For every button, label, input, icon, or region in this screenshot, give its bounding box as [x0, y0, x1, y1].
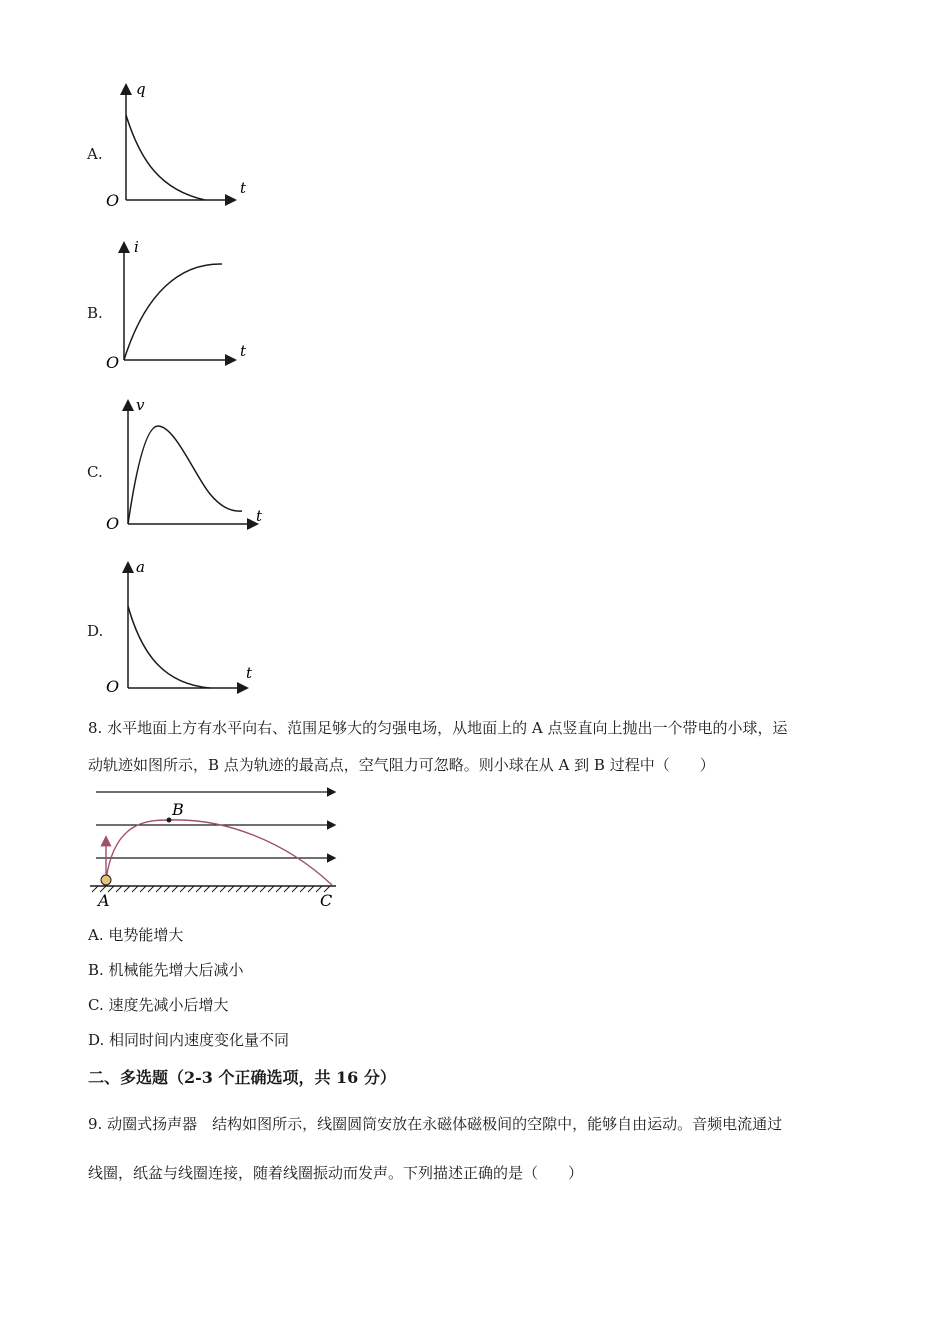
q8-option-c[interactable]: C. 速度先减小后增大 [88, 996, 229, 1014]
option-a-label[interactable]: A. [87, 145, 103, 163]
graph-c-v-t [100, 396, 270, 536]
q8-option-b[interactable]: B. 机械能先增大后减小 [88, 961, 244, 979]
section-2-title: 二、多选题（2-3 个正确选项，共 16 分） [88, 1068, 396, 1087]
graph-b-origin: O [106, 353, 120, 372]
point-b-dot [167, 818, 172, 823]
graph-a-x-label: t [240, 179, 247, 197]
trajectory-curve [106, 820, 332, 885]
graph-d-y-label: a [136, 558, 145, 576]
q8-stem-line2: 动轨迹如图所示，B 点为轨迹的最高点，空气阻力可忽略。则小球在从 A 到 B 过程中（ ） [88, 756, 715, 774]
graph-c-y-label: v [136, 396, 145, 414]
graph-c-x-label: t [256, 507, 263, 525]
graph-d-x-label: t [246, 664, 253, 682]
option-c-label[interactable]: C. [87, 463, 103, 481]
label-c: C [320, 891, 333, 910]
label-b: B [172, 800, 184, 819]
q8-stem-line1: 8. 水平地面上方有水平向右、范围足够大的匀强电场，从地面上的 A 点竖直向上抛出一个带电的小球，运 [88, 719, 788, 737]
q8-option-a[interactable]: A. 电势能增大 [88, 926, 184, 944]
q9-stem-line1: 9. 动圈式扬声器 结构如图所示，线圈圆筒安放在永磁体磁极间的空隙中，能够自由运动。音频电流通过 [88, 1115, 783, 1133]
graph-b-i-t [100, 238, 260, 373]
graph-c-origin: O [106, 514, 120, 533]
graph-d-origin: O [106, 677, 120, 696]
graph-b-y-label: i [134, 238, 139, 256]
graph-d-a-t [100, 556, 270, 696]
q8-option-d[interactable]: D. 相同时间内速度变化量不同 [88, 1031, 290, 1049]
option-d-label[interactable]: D. [87, 622, 104, 640]
graph-a-origin: O [106, 191, 120, 210]
option-b-label[interactable]: B. [87, 304, 103, 322]
ball-a [101, 875, 111, 885]
q9-stem-line2: 线圈，纸盆与线圈连接，随着线圈振动而发声。下列描述正确的是（ ） [88, 1164, 584, 1182]
graph-b-x-label: t [240, 342, 247, 360]
graph-a-y-label: q [136, 80, 146, 98]
q8-figure [86, 782, 346, 912]
graph-a-q-t [100, 80, 260, 215]
label-a: A [98, 891, 110, 910]
